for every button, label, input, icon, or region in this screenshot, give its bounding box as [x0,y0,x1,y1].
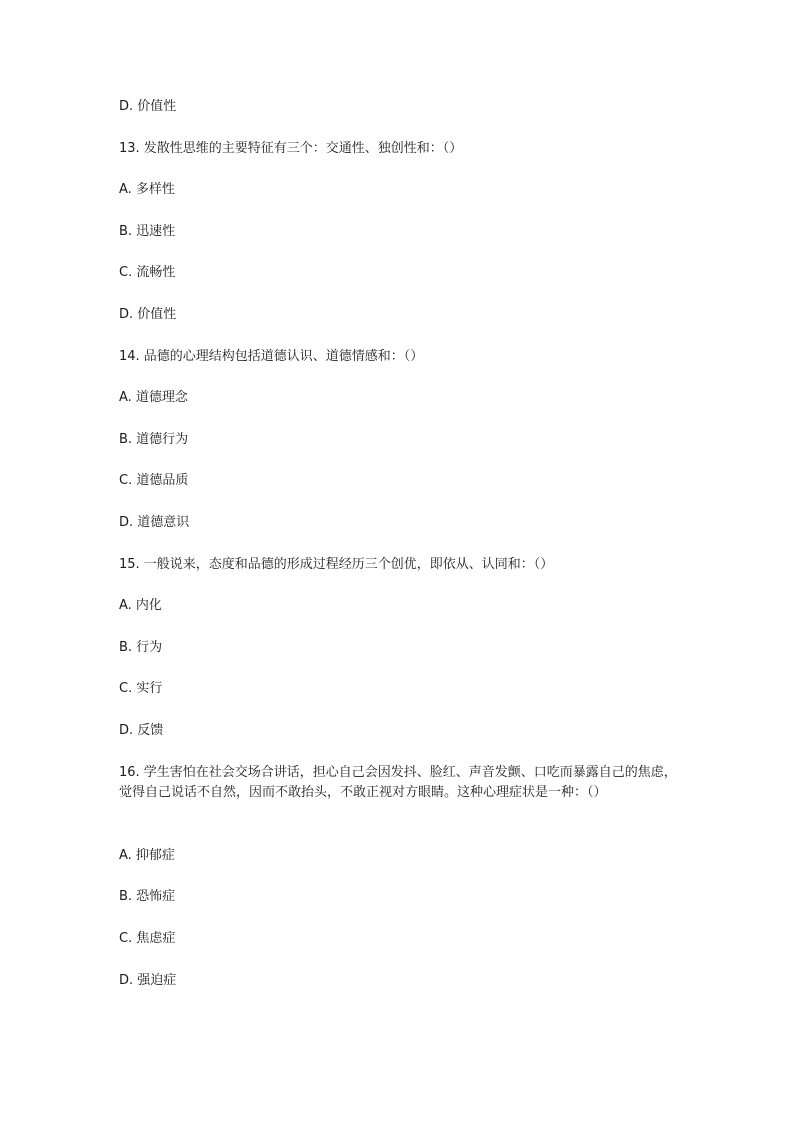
q12-option-d: D. 价值性 [119,99,177,114]
q13-option-c: C. 流畅性 [119,265,176,280]
q14-option-a: A. 道德理念 [119,390,188,405]
q13-option-a: A. 多样性 [119,182,175,197]
q15-question: 15. 一般说来，态度和品德的形成过程经历三个创优，即依从、认同和：（） [119,557,554,572]
q14-option-b: B. 道德行为 [119,432,189,447]
q14-option-d: D. 道德意识 [119,515,190,530]
q15-option-b: B. 行为 [119,640,163,655]
q16-option-d: D. 强迫症 [119,973,177,988]
q15-option-c: C. 实行 [119,681,163,696]
q16-option-a: A. 抑郁症 [119,848,175,863]
q16-question: 16. 学生害怕在社会交场合讲话，担心自己会因发抖、脸红、声音发颤、口吃而暴露自己的焦虑，觉得自己说话不自然，因而不敢抬头，不敢正视对方眼睛。这种心理症状是一种：（） [119,765,677,800]
q13-option-d: D. 价值性 [119,307,177,322]
q16-option-b: B. 恐怖症 [119,889,176,904]
q16-option-c: C. 焦虑症 [119,931,176,946]
q15-option-a: A. 内化 [119,598,162,613]
q14-option-c: C. 道德品质 [119,473,189,488]
q14-question: 14. 品德的心理结构包括道德认识、道德情感和：（） [119,349,424,364]
q15-option-d: D. 反馈 [119,723,164,738]
q13-question: 13. 发散性思维的主要特征有三个：交通性、独创性和：（） [119,141,463,156]
q13-option-b: B. 迅速性 [119,224,176,239]
